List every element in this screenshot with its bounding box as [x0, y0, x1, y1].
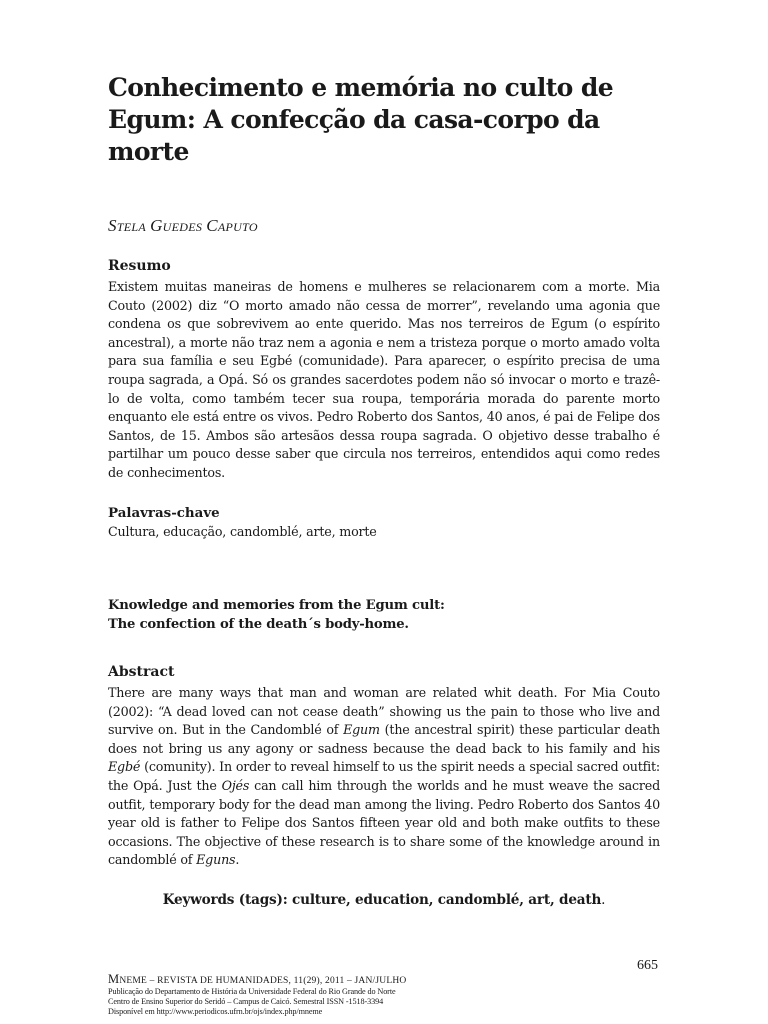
abstract-part-5: .	[235, 852, 240, 868]
abstract-egum: Egum	[343, 722, 380, 738]
abstract-eguns: Eguns	[196, 852, 236, 868]
footer-line-2: Centro de Ensino Superior do Seridó – Campus de Caicó. Semestral ISSN ‑1518-3394	[108, 997, 384, 1006]
abstract-heading: Abstract	[108, 664, 175, 680]
english-keywords	[0, 892, 768, 908]
journal-name	[108, 972, 668, 987]
author-initial-3: C	[206, 216, 218, 235]
footer-line-1: Publicação do Departamento de História da Universidade Federal do Rio Grande do Norte	[108, 987, 396, 996]
abstract-text	[108, 684, 660, 870]
resumo-paragraph: Existem muitas maneiras de homens e mulheres se relacionarem com a morte. Mia Couto (2002) diz “O morto amado não cessa de morrer”, revelando uma agonia que condena os que sobrevivem ao ente querido. Mas nos terreiros de Egum (o espírito ancestral), a morte não traz nem a agonia e nem a tristeza porque o morto amado volta para sua família e seu Egbé (comunidade). Para aparecer, o espírito precisa de uma roupa sagrada, a Opá. Só os grandes sacerdotes podem não só invocar o morto e trazê-lo de volta, como também tecer sua roupa, temporária morada do parente morto enquanto ele está entre os vivos. Pedro Roberto dos Santos, 40 anos, é pai de Felipe dos Santos, de 15. Ambos são artesãos dessa roupa sagrada. O objetivo desse trabalho é partilhar um pouco desse saber que circula nos terreiros, entendidos aqui como redes de conhecimentos.	[108, 279, 660, 480]
journal-issue: , 11(29), 2011 – JAN/JULHO	[288, 976, 407, 986]
abstract-part-1: There are many ways that man and woman are related whit death. For Mia Couto (2002): “A dead loved can not cease death” showing us the pain to those who live and survive on. But in the Candomblé of	[108, 685, 660, 738]
abstract-part-4: can call him through the worlds and he must weave the sacred outfit, temporary body for the dead man among the living. Pedro Roberto dos Santos 40 year old is father to Felipe dos Santos fifteen year old and both make outfits to these occasions. The objective of these research is to share some of the knowledge around in candomblé of	[108, 777, 660, 868]
palavras-chave-heading: Palavras-chave	[108, 505, 220, 521]
page-number: 665	[637, 958, 658, 973]
author-part-3: APUTO	[217, 220, 258, 234]
keywords-label: Keywords (tags)	[162, 892, 283, 908]
journal-title: NEME – REVISTA DE HUMANIDADES	[119, 976, 289, 986]
author-part-1: TELA	[116, 220, 147, 234]
abstract-egbe: Egbé	[108, 759, 141, 775]
author-initial-1: S	[108, 216, 117, 235]
english-title-line-1: Knowledge and memories from the Egum cult:	[108, 598, 445, 613]
footer-line-3: Disponível em http://www.periodicos.ufrn.br/ojs/index.php/mneme	[108, 1007, 323, 1016]
resumo-heading: Resumo	[108, 258, 171, 274]
english-title-line-2: The confection of the death´s body-home.	[108, 617, 409, 632]
resumo-text	[108, 278, 660, 483]
abstract-paragraph	[108, 684, 660, 870]
palavras-chave-text: Cultura, educação, candomblé, arte, morte	[108, 524, 377, 539]
abstract-part-2: (the ancestral spirit) these particular death does not bring us any agony or sadness because the dead back to his family and his	[108, 722, 660, 756]
keywords-end: .	[601, 892, 606, 908]
article-title: Conhecimento e memória no culto de Egum: A confecção da casa-corpo da morte	[108, 73, 614, 166]
journal-footer	[108, 972, 668, 1017]
author-part-2: UEDES	[162, 220, 203, 234]
author-name	[108, 216, 258, 236]
keywords-text: : culture, education, candomblé, art, death	[282, 892, 602, 908]
abstract-ojes: Ojés	[221, 777, 250, 793]
abstract-part-3: (comunity). In order to reveal himself to us the spirit needs a special sacred outfit: the Opá. Just the	[108, 759, 660, 793]
journal-initial: M	[108, 972, 120, 986]
author-initial-2: G	[150, 216, 163, 235]
english-title	[108, 596, 668, 634]
